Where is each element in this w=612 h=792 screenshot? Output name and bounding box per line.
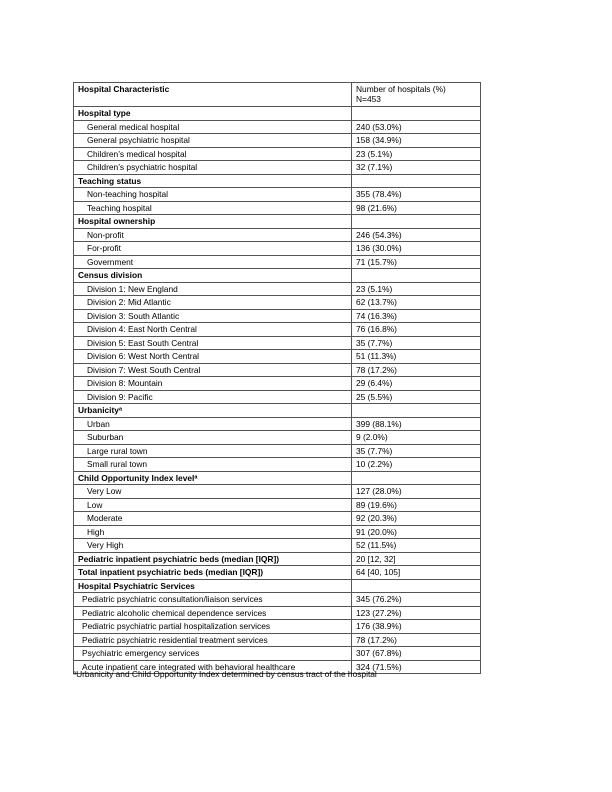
section-value (352, 269, 481, 283)
section-title: Total inpatient psychiatric beds (median [IQR]) (78, 567, 264, 578)
row-label: Pediatric psychiatric residential treatment services (74, 633, 352, 647)
footnote-text: Urbanicity and Child Opportunity Index determined by census tract of the hospital (76, 669, 377, 679)
table-row (74, 242, 481, 256)
table-row (74, 390, 481, 404)
section-title-cell (74, 107, 352, 121)
section-row (74, 566, 481, 580)
row-label: For-profit (74, 242, 352, 256)
row-label: Division 8: Mountain (74, 377, 352, 391)
header-characteristic: Hospital Characteristic (74, 83, 352, 107)
row-value: 307 (67.8%) (352, 647, 481, 661)
table-row (74, 336, 481, 350)
table-row (74, 188, 481, 202)
row-label: Psychiatric emergency services (74, 647, 352, 661)
table-row (74, 134, 481, 148)
header-count (352, 83, 481, 107)
row-label: Division 7: West South Central (74, 363, 352, 377)
row-value: 123 (27.2%) (352, 606, 481, 620)
section-title: Hospital ownership (78, 216, 156, 227)
table-row (74, 296, 481, 310)
table-row (74, 323, 481, 337)
header-count-line1: Number of hospitals (%) (356, 84, 446, 94)
row-label: General psychiatric hospital (74, 134, 352, 148)
section-value: 64 [40, 105] (352, 566, 481, 580)
table-row (74, 377, 481, 391)
row-label: Division 5: East South Central (74, 336, 352, 350)
table-row (74, 431, 481, 445)
table-header-row (74, 83, 481, 107)
row-value: 76 (16.8%) (352, 323, 481, 337)
row-value: 52 (11.5%) (352, 539, 481, 553)
row-value: 74 (16.3%) (352, 309, 481, 323)
table-row (74, 512, 481, 526)
row-label: Very High (74, 539, 352, 553)
header-count-line2: N=453 (356, 94, 381, 104)
row-label: High (74, 525, 352, 539)
row-label: Division 4: East North Central (74, 323, 352, 337)
row-label: General medical hospital (74, 120, 352, 134)
table-row (74, 458, 481, 472)
row-value: 62 (13.7%) (352, 296, 481, 310)
row-value: 78 (17.2%) (352, 633, 481, 647)
table-row (74, 201, 481, 215)
row-value: 23 (5.1%) (352, 147, 481, 161)
table-row (74, 606, 481, 620)
row-value: 10 (2.2%) (352, 458, 481, 472)
section-row (74, 404, 481, 418)
row-value: 78 (17.2%) (352, 363, 481, 377)
section-row (74, 174, 481, 188)
footnote-marker: a (194, 474, 198, 481)
footnote-marker: a (73, 670, 77, 677)
section-value (352, 471, 481, 485)
row-value: 35 (7.7%) (352, 336, 481, 350)
row-label: Moderate (74, 512, 352, 526)
section-row (74, 215, 481, 229)
table-row (74, 363, 481, 377)
row-value: 9 (2.0%) (352, 431, 481, 445)
row-value: 399 (88.1%) (352, 417, 481, 431)
row-value: 29 (6.4%) (352, 377, 481, 391)
section-title-cell (74, 579, 352, 593)
section-title: Census division (78, 270, 143, 281)
table-row (74, 647, 481, 661)
row-value: 355 (78.4%) (352, 188, 481, 202)
section-row (74, 107, 481, 121)
row-label: Small rural town (74, 458, 352, 472)
row-value: 324 (71.5%) (352, 660, 481, 674)
row-label: Urban (74, 417, 352, 431)
row-value: 345 (76.2%) (352, 593, 481, 607)
table-footnote (73, 669, 377, 679)
table-row (74, 633, 481, 647)
section-row (74, 579, 481, 593)
hospital-characteristics-table (73, 82, 481, 674)
table-row (74, 444, 481, 458)
section-title: Urbanicity (78, 405, 119, 416)
row-value: 158 (34.9%) (352, 134, 481, 148)
table-row (74, 147, 481, 161)
row-label: Division 9: Pacific (74, 390, 352, 404)
row-label: Suburban (74, 431, 352, 445)
table-row (74, 161, 481, 175)
row-value: 71 (15.7%) (352, 255, 481, 269)
section-title-cell (74, 404, 352, 418)
row-label: Non-teaching hospital (74, 188, 352, 202)
section-title-cell (74, 566, 352, 580)
row-label: Large rural town (74, 444, 352, 458)
row-label: Pediatric psychiatric consultation/liaison services (74, 593, 352, 607)
table-row (74, 309, 481, 323)
section-value (352, 579, 481, 593)
section-value: 20 [12, 32] (352, 552, 481, 566)
section-title: Hospital Psychiatric Services (78, 580, 195, 591)
row-label: Division 2: Mid Atlantic (74, 296, 352, 310)
section-title-cell (74, 269, 352, 283)
section-value (352, 174, 481, 188)
footnote-marker: a (118, 406, 123, 413)
row-label: Division 6: West North Central (74, 350, 352, 364)
row-label: Children’s medical hospital (74, 147, 352, 161)
table-row (74, 417, 481, 431)
row-label: Teaching hospital (74, 201, 352, 215)
table-row (74, 228, 481, 242)
row-label: Pediatric alcoholic chemical dependence services (74, 606, 352, 620)
section-value (352, 404, 481, 418)
section-value (352, 215, 481, 229)
row-value: 127 (28.0%) (352, 485, 481, 499)
row-label: Government (74, 255, 352, 269)
row-label: Children’s psychiatric hospital (74, 161, 352, 175)
section-title: Child Opportunity Index level (78, 472, 195, 483)
section-title-cell (74, 174, 352, 188)
row-label: Pediatric psychiatric partial hospitalization services (74, 620, 352, 634)
table-row (74, 539, 481, 553)
row-value: 240 (53.0%) (352, 120, 481, 134)
row-value: 23 (5.1%) (352, 282, 481, 296)
section-title-cell (74, 471, 352, 485)
row-label: Low (74, 498, 352, 512)
row-label: Acute inpatient care integrated with behavioral healthcare (74, 660, 352, 674)
section-value (352, 107, 481, 121)
table-row (74, 498, 481, 512)
row-value: 246 (54.3%) (352, 228, 481, 242)
section-row (74, 552, 481, 566)
row-value: 98 (21.6%) (352, 201, 481, 215)
row-label: Very Low (74, 485, 352, 499)
row-value: 91 (20.0%) (352, 525, 481, 539)
row-value: 89 (19.6%) (352, 498, 481, 512)
row-label: Non-profit (74, 228, 352, 242)
table-row (74, 620, 481, 634)
row-value: 35 (7.7%) (352, 444, 481, 458)
table-row (74, 120, 481, 134)
table-row (74, 525, 481, 539)
section-title-cell (74, 215, 352, 229)
table-row (74, 282, 481, 296)
section-title: Pediatric inpatient psychiatric beds (median [IQR]) (78, 553, 280, 564)
table-row (74, 350, 481, 364)
section-row (74, 471, 481, 485)
row-value: 25 (5.5%) (352, 390, 481, 404)
section-title-cell (74, 552, 352, 566)
table-row (74, 485, 481, 499)
table-row (74, 593, 481, 607)
row-value: 32 (7.1%) (352, 161, 481, 175)
row-label: Division 3: South Atlantic (74, 309, 352, 323)
row-value: 176 (38.9%) (352, 620, 481, 634)
row-value: 136 (30.0%) (352, 242, 481, 256)
table-row (74, 255, 481, 269)
section-title: Hospital type (78, 108, 131, 119)
row-value: 92 (20.3%) (352, 512, 481, 526)
section-row (74, 269, 481, 283)
row-label: Division 1: New England (74, 282, 352, 296)
row-value: 51 (11.3%) (352, 350, 481, 364)
section-title: Teaching status (78, 175, 142, 186)
